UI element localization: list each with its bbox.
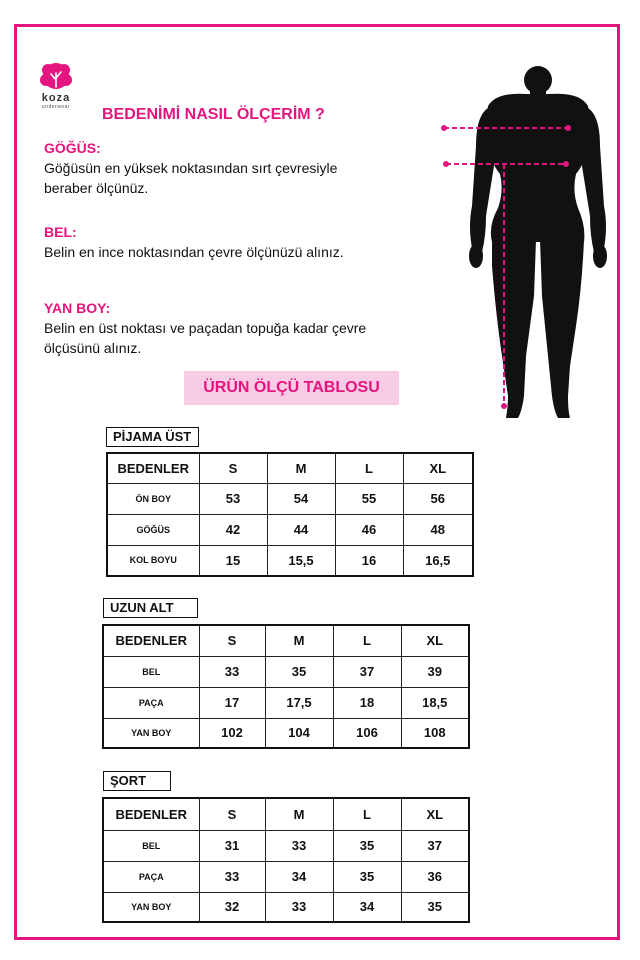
table-header-row	[103, 625, 469, 656]
header-cell: BEDENLER	[103, 798, 199, 830]
table-cell: 108	[401, 718, 469, 748]
logo-wordmark: koza	[41, 92, 71, 104]
row-label: GÖĞÜS	[107, 514, 199, 545]
table-cell: 37	[333, 656, 401, 687]
body-silhouette	[436, 66, 616, 430]
logo-tagline: underwear	[41, 104, 71, 110]
size-table-uzun-alt	[102, 624, 470, 749]
table-cell: 16	[335, 545, 403, 576]
table-cell: 46	[335, 514, 403, 545]
header-cell: L	[335, 453, 403, 483]
table-cell: 16,5	[403, 545, 473, 576]
row-label: YAN BOY	[103, 718, 199, 748]
row-label: YAN BOY	[103, 892, 199, 922]
section-text-bel: Belin en ince noktasından çevre ölçünüzü alınız.	[44, 244, 344, 260]
header-cell: BEDENLER	[107, 453, 199, 483]
table-row	[107, 545, 473, 576]
table-row	[103, 830, 469, 861]
header-cell: XL	[401, 798, 469, 830]
section-text-gogus: Göğüsün en yüksek noktasından sırt çevresiyle beraber ölçünüz.	[44, 160, 338, 196]
table-cell: 39	[401, 656, 469, 687]
header-cell: S	[199, 798, 265, 830]
table-cell: 18,5	[401, 687, 469, 718]
header-cell: L	[333, 798, 401, 830]
table-cell: 17,5	[265, 687, 333, 718]
row-label: BEL	[103, 656, 199, 687]
row-label: PAÇA	[103, 861, 199, 892]
table-row	[103, 718, 469, 748]
table-label-sort: ŞORT	[103, 771, 171, 791]
table-cell: 44	[267, 514, 335, 545]
table-cell: 18	[333, 687, 401, 718]
table-row	[103, 892, 469, 922]
table-row	[103, 861, 469, 892]
table-cell: 36	[401, 861, 469, 892]
table-cell: 55	[335, 483, 403, 514]
row-label: ÖN BOY	[107, 483, 199, 514]
header-cell: M	[267, 453, 335, 483]
table-cell: 48	[403, 514, 473, 545]
size-table-sort	[102, 797, 470, 923]
size-chart-banner: ÜRÜN ÖLÇÜ TABLOSU	[184, 371, 399, 405]
table-row	[103, 687, 469, 718]
table-cell: 35	[265, 656, 333, 687]
table-cell: 102	[199, 718, 265, 748]
brand-logo	[36, 60, 86, 120]
table-cell: 33	[199, 656, 265, 687]
table-row	[107, 514, 473, 545]
table-cell: 34	[265, 861, 333, 892]
table-cell: 35	[401, 892, 469, 922]
row-label: KOL BOYU	[107, 545, 199, 576]
header-cell: BEDENLER	[103, 625, 199, 656]
table-cell: 42	[199, 514, 267, 545]
header-cell: S	[199, 625, 265, 656]
table-cell: 33	[265, 892, 333, 922]
header-cell: L	[333, 625, 401, 656]
table-row	[107, 483, 473, 514]
flower-icon	[36, 60, 76, 92]
table-cell: 15,5	[267, 545, 335, 576]
table-cell: 31	[199, 830, 265, 861]
table-cell: 35	[333, 830, 401, 861]
header-cell: S	[199, 453, 267, 483]
table-cell: 104	[265, 718, 333, 748]
table-cell: 33	[265, 830, 333, 861]
table-cell: 32	[199, 892, 265, 922]
page-title: BEDENİMİ NASIL ÖLÇERİM ?	[102, 106, 325, 123]
table-cell: 17	[199, 687, 265, 718]
row-label: BEL	[103, 830, 199, 861]
section-title-gogus: GÖĞÜS:	[44, 140, 101, 156]
header-cell: XL	[403, 453, 473, 483]
size-table-pijama-ust	[106, 452, 474, 577]
section-title-bel: BEL:	[44, 224, 77, 240]
table-cell: 34	[333, 892, 401, 922]
table-label-uzun-alt: UZUN ALT	[103, 598, 198, 618]
section-title-yan-boy: YAN BOY:	[44, 300, 111, 316]
row-label: PAÇA	[103, 687, 199, 718]
table-cell: 33	[199, 861, 265, 892]
section-text-yan-boy: Belin en üst noktası ve paçadan topuğa kadar çevre ölçüsünü alınız.	[44, 320, 367, 356]
table-cell: 53	[199, 483, 267, 514]
header-cell: XL	[401, 625, 469, 656]
table-cell: 54	[267, 483, 335, 514]
table-row	[103, 656, 469, 687]
table-header-row	[107, 453, 473, 483]
table-cell: 106	[333, 718, 401, 748]
header-cell: M	[265, 625, 333, 656]
table-header-row	[103, 798, 469, 830]
table-cell: 35	[333, 861, 401, 892]
table-cell: 56	[403, 483, 473, 514]
table-cell: 37	[401, 830, 469, 861]
table-cell: 15	[199, 545, 267, 576]
table-label-pijama-ust: PİJAMA ÜST	[106, 427, 199, 447]
header-cell: M	[265, 798, 333, 830]
